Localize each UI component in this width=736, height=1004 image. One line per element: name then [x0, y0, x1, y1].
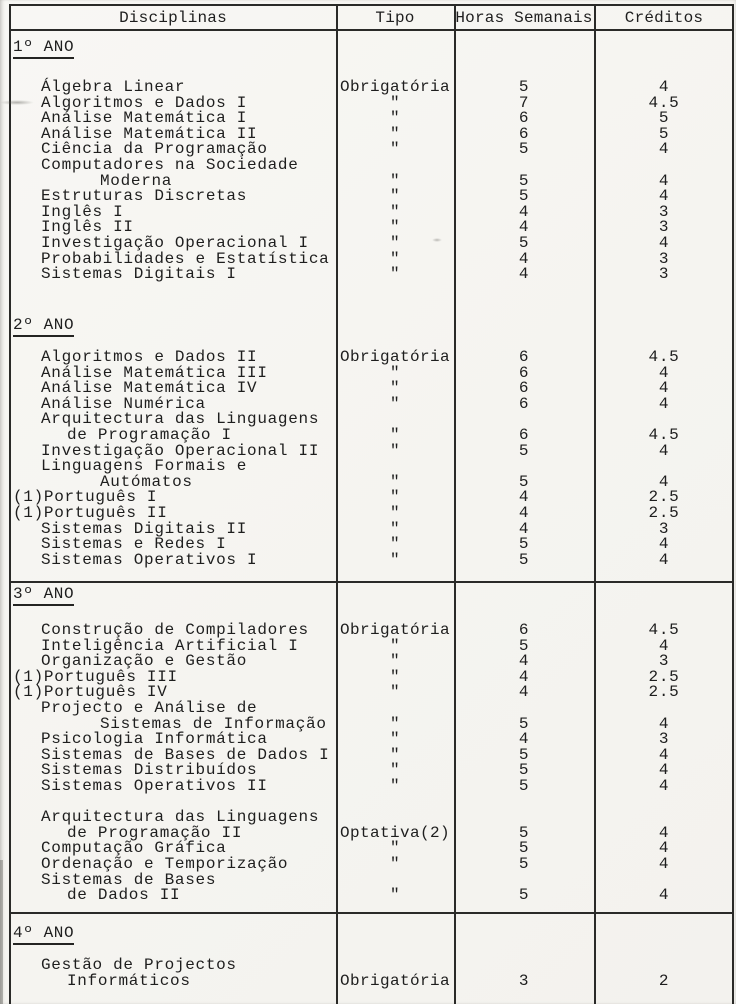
- horas-cell: 4: [518, 488, 530, 507]
- horas-cell: 6: [518, 363, 530, 382]
- discipline-cell: Computação Gráfica: [41, 839, 227, 858]
- creditos-cell: 2.5: [648, 683, 680, 702]
- discipline-cell: Sistemas de Bases de Dados I: [41, 745, 330, 764]
- horas-cell: 4: [518, 218, 530, 237]
- discipline-cell: Sistemas Distribuídos: [41, 761, 258, 780]
- tipo-cell: ": [389, 714, 400, 733]
- horas-cell: [454, 795, 594, 811]
- discipline-cell: (1)Português IV: [13, 683, 168, 702]
- discipline-cell: Linguagens Formais e: [41, 457, 248, 476]
- tipo-cell: ": [389, 249, 400, 268]
- discipline-cell: Investigação Operacional II: [41, 441, 320, 460]
- column-header-creditos: Créditos: [624, 9, 704, 27]
- tipo-cell: ": [389, 379, 400, 398]
- discipline-cell: Sistemas de Bases: [41, 870, 217, 889]
- discipline-cell: Análise Matemática IV: [41, 379, 258, 398]
- tipo-cell: ": [389, 636, 400, 655]
- horas-cell: 5: [518, 535, 530, 554]
- section-heading: 3º ANO: [10, 587, 74, 603]
- tipo-cell: ": [389, 472, 400, 491]
- creditos-cell: 3: [658, 218, 670, 237]
- tipo-cell: ": [389, 265, 400, 284]
- discipline-cell: Moderna: [100, 171, 173, 190]
- creditos-cell: 4: [658, 394, 670, 413]
- creditos-cell: 4: [658, 363, 670, 382]
- tipo-cell: ": [389, 652, 400, 671]
- horas-cell: 5: [518, 745, 530, 764]
- creditos-cell: 4: [658, 761, 670, 780]
- creditos-cell: 2.5: [648, 488, 680, 507]
- discipline-cell: Inglês I: [41, 202, 124, 221]
- tipo-cell: ": [389, 839, 400, 858]
- tipo-cell: ": [389, 776, 400, 795]
- horas-cell: 4: [518, 683, 530, 702]
- discipline-cell: Autómatos: [100, 472, 193, 491]
- tipo-cell: ": [389, 171, 400, 190]
- section-heading: 2º ANO: [10, 318, 74, 334]
- horas-cell: 5: [518, 550, 530, 569]
- discipline-cell: Investigação Operacional I: [41, 233, 309, 252]
- horas-cell: 5: [518, 472, 530, 491]
- section-rows: [0, 958, 736, 989]
- section-heading: 4º ANO: [10, 926, 74, 942]
- creditos-cell: 5: [658, 109, 670, 128]
- horas-cell: 4: [518, 202, 530, 221]
- section-heading: 1º ANO: [10, 40, 74, 56]
- horas-cell: 5: [518, 776, 530, 795]
- tipo-cell: ": [389, 761, 400, 780]
- creditos-cell: 4: [658, 187, 670, 206]
- horas-cell: 5: [518, 761, 530, 780]
- creditos-cell: 3: [658, 265, 670, 284]
- horas-cell: 6: [518, 124, 530, 143]
- tipo-cell: ": [389, 202, 400, 221]
- tipo-cell: ": [389, 745, 400, 764]
- creditos-cell: 4.5: [648, 425, 680, 444]
- discipline-cell: Informáticos: [67, 971, 191, 990]
- tipo-cell: ": [389, 425, 400, 444]
- horas-cell: 6: [518, 425, 530, 444]
- horas-cell: 4: [518, 652, 530, 671]
- discipline-cell: Arquitectura das Linguagens: [41, 410, 320, 429]
- creditos-cell: 3: [658, 202, 670, 221]
- creditos-cell: 4: [658, 535, 670, 554]
- horas-cell: 5: [518, 441, 530, 460]
- tipo-cell: Optativa(2): [339, 823, 451, 842]
- tipo-cell: ": [389, 187, 400, 206]
- discipline-cell: Sistemas Digitais II: [41, 519, 248, 538]
- creditos-cell: 4: [658, 745, 670, 764]
- discipline-cell: Sistemas Operativos II: [41, 776, 268, 795]
- tipo-cell: ": [389, 124, 400, 143]
- creditos-cell: 4.5: [648, 621, 680, 639]
- discipline-cell: Sistemas Digitais I: [41, 265, 237, 284]
- discipline-cell: Arquitectura das Linguagens: [41, 808, 320, 827]
- discipline-cell: Análise Matemática I: [41, 109, 248, 128]
- creditos-cell: 4: [658, 854, 670, 873]
- tipo-cell: ": [389, 667, 400, 686]
- discipline-cell: Computadores na Sociedade: [41, 155, 299, 174]
- creditos-cell: 4: [658, 823, 670, 842]
- table-row: [0, 776, 736, 795]
- discipline-cell: Estruturas Discretas: [41, 187, 248, 206]
- horas-cell: 4: [518, 249, 530, 268]
- horas-cell: 5: [518, 171, 530, 190]
- column-header-disciplinas: Disciplinas: [119, 9, 227, 27]
- creditos-cell: 4: [658, 379, 670, 398]
- section-rows: [0, 623, 736, 904]
- horas-cell: 5: [518, 854, 530, 873]
- creditos-cell: 4.5: [648, 348, 680, 366]
- discipline-cell: Álgebra Linear: [41, 78, 186, 96]
- horas-cell: 6: [518, 348, 530, 366]
- creditos-cell: 4: [658, 140, 670, 159]
- table-row: [0, 267, 736, 283]
- discipline-cell: Análise Numérica: [41, 394, 206, 413]
- creditos-cell: 4.5: [648, 93, 680, 112]
- tipo-cell: ": [389, 140, 400, 159]
- discipline-cell: (1)Português II: [13, 503, 168, 522]
- creditos-cell: 3: [658, 730, 670, 749]
- discipline-cell: Análise Matemática III: [41, 363, 268, 382]
- discipline-cell: de Programação I: [67, 425, 232, 444]
- tipo-cell: ": [389, 441, 400, 460]
- horas-cell: 4: [518, 667, 530, 686]
- creditos-cell: 2.5: [648, 667, 680, 686]
- section-rows: [0, 80, 736, 283]
- creditos-cell: 4: [658, 886, 670, 905]
- discipline-cell: Organização e Gestão: [41, 652, 248, 671]
- horas-cell: 5: [518, 233, 530, 252]
- tipo-cell: [336, 795, 454, 811]
- creditos-cell: 3: [658, 652, 670, 671]
- creditos-cell: 4: [658, 714, 670, 733]
- horas-cell: 4: [518, 265, 530, 284]
- creditos-cell: 4: [658, 78, 670, 96]
- section-divider-line-4ano: [9, 912, 734, 914]
- tipo-cell: ": [389, 730, 400, 749]
- horas-cell: 5: [518, 78, 530, 96]
- creditos-cell: 4: [658, 550, 670, 569]
- creditos-cell: 2.5: [648, 503, 680, 522]
- section-rows: [0, 350, 736, 568]
- horas-cell: 7: [518, 93, 530, 112]
- creditos-cell: 4: [658, 839, 670, 858]
- horas-cell: 5: [518, 140, 530, 159]
- discipline-cell: Sistemas de Informação: [100, 714, 327, 733]
- creditos-cell: 3: [658, 519, 670, 538]
- horas-cell: 5: [518, 886, 530, 905]
- horas-cell: 6: [518, 109, 530, 128]
- column-header-horas-semanais: Horas Semanais: [455, 9, 593, 27]
- horas-cell: 6: [518, 379, 530, 398]
- discipline-cell: Algoritmos e Dados I: [41, 93, 248, 112]
- creditos-cell: 5: [658, 124, 670, 143]
- tipo-cell: ": [389, 550, 400, 569]
- table-header-row: [0, 5, 736, 30]
- section-divider-line-3ano: [9, 581, 734, 583]
- discipline-cell: Psicologia Informática: [41, 730, 268, 749]
- tipo-cell: ": [389, 363, 400, 382]
- creditos-cell: 3: [658, 249, 670, 268]
- tipo-cell: Obrigatória: [339, 78, 451, 96]
- creditos-cell: 4: [658, 776, 670, 795]
- horas-cell: 5: [518, 187, 530, 206]
- discipline-cell: Probabilidades e Estatística: [41, 249, 330, 268]
- horas-cell: 5: [518, 636, 530, 655]
- discipline-cell: Ordenação e Temporização: [41, 854, 289, 873]
- scan-smudge: [432, 238, 442, 242]
- creditos-cell: [594, 795, 734, 811]
- discipline-cell: Sistemas Operativos I: [41, 550, 258, 569]
- tipo-cell: ": [389, 109, 400, 128]
- horas-cell: 5: [518, 839, 530, 858]
- tipo-cell: ": [389, 503, 400, 522]
- tipo-cell: ": [389, 233, 400, 252]
- discipline-cell: Inteligência Artificial I: [41, 636, 299, 655]
- discipline-cell: (1)Português III: [13, 667, 178, 686]
- discipline-cell: Construção de Compiladores: [41, 621, 309, 639]
- tipo-cell: ": [389, 535, 400, 554]
- scan-edge-shadow: [0, 860, 3, 1004]
- table-row: [0, 971, 736, 990]
- table-row: [0, 888, 736, 904]
- tipo-cell: ": [389, 488, 400, 507]
- tipo-cell: Obrigatória: [339, 348, 451, 366]
- horas-cell: 5: [518, 823, 530, 842]
- horas-cell: 6: [518, 394, 530, 413]
- creditos-cell: 4: [658, 441, 670, 460]
- discipline-cell: Sistemas e Redes I: [41, 535, 227, 554]
- discipline-cell: Inglês II: [41, 218, 134, 237]
- horas-cell: 4: [518, 519, 530, 538]
- discipline-cell: de Programação II: [67, 823, 243, 842]
- scan-smudge: [0, 100, 34, 105]
- tipo-cell: ": [389, 886, 400, 905]
- creditos-cell: 4: [658, 171, 670, 190]
- tipo-cell: ": [389, 394, 400, 413]
- discipline-cell: Algoritmos e Dados II: [41, 348, 258, 366]
- horas-cell: 4: [518, 503, 530, 522]
- horas-cell: 4: [518, 730, 530, 749]
- discipline-cell: Projecto e Análise de: [41, 698, 258, 717]
- column-header-tipo: Tipo: [375, 9, 415, 27]
- discipline-cell: Ciência da Programação: [41, 140, 268, 159]
- discipline-cell: (1)Português I: [13, 488, 158, 507]
- horas-cell: 6: [518, 621, 530, 639]
- tipo-cell: ": [389, 93, 400, 112]
- creditos-cell: 4: [658, 472, 670, 491]
- discipline-cell: Gestão de Projectos: [41, 956, 237, 974]
- tipo-cell: ": [389, 218, 400, 237]
- discipline-cell: de Dados II: [67, 886, 181, 905]
- table-row: [0, 550, 736, 569]
- tipo-cell: ": [389, 519, 400, 538]
- horas-cell: 5: [518, 714, 530, 733]
- tipo-cell: ": [389, 683, 400, 702]
- horas-cell: 3: [518, 971, 530, 990]
- discipline-cell: Análise Matemática II: [41, 124, 258, 143]
- tipo-cell: ": [389, 854, 400, 873]
- creditos-cell: 2: [658, 971, 670, 990]
- creditos-cell: 4: [658, 233, 670, 252]
- creditos-cell: 4: [658, 636, 670, 655]
- tipo-cell: Obrigatória: [339, 971, 451, 990]
- tipo-cell: Obrigatória: [339, 621, 451, 639]
